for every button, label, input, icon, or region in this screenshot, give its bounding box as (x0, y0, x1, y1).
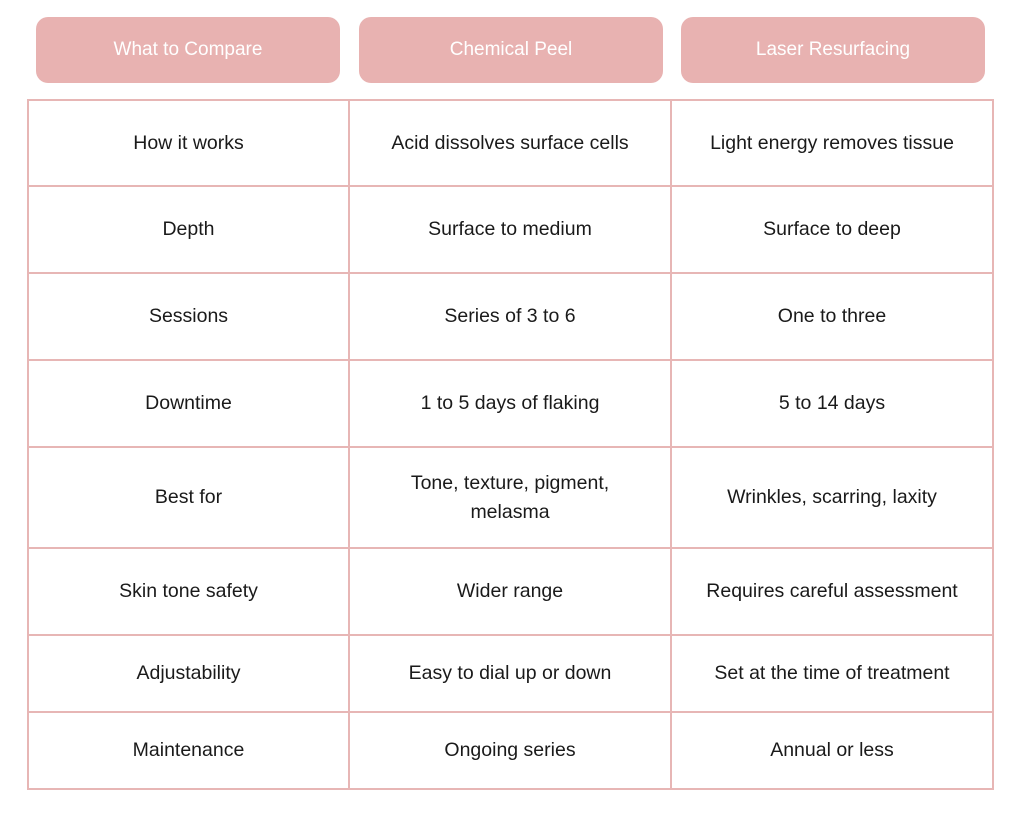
table-cell-chemical-peel: Acid dissolves surface cells (350, 101, 672, 187)
table-cell-chemical-peel: Tone, texture, pigment, melasma (350, 448, 672, 549)
table-cell-laser-resurfacing: Wrinkles, scarring, laxity (672, 448, 992, 549)
table-cell-laser-resurfacing: Annual or less (770, 739, 894, 761)
table-cell-chemical-peel: Wider range (350, 549, 672, 636)
table-cell-laser-resurfacing: Requires careful assessment (672, 549, 992, 636)
table-cell-label: Maintenance (29, 713, 350, 788)
table-cell-label: Skin tone safety (29, 549, 350, 636)
table-cell-label: Best for (29, 448, 350, 549)
table-cell-laser-resurfacing: Surface to deep (672, 187, 992, 274)
table-cell-laser-resurfacing: One to three (672, 274, 992, 361)
table-cell-chemical-peel: Series of 3 to 6 (350, 274, 672, 361)
table-cell-chemical-peel: Ongoing series (350, 713, 672, 788)
column-header-what-to-compare: What to Compare (36, 17, 340, 83)
table-cell-chemical-peel: Easy to dial up or down (350, 636, 672, 713)
comparison-table (27, 99, 994, 790)
table-cell-label: Adjustability (29, 636, 350, 713)
column-header-laser-resurfacing: Laser Resurfacing (681, 17, 985, 83)
table-cell-chemical-peel: Surface to medium (350, 187, 672, 274)
table-cell-laser-resurfacing: Light energy removes tissue (672, 101, 992, 187)
table-cell-label: Sessions (29, 274, 350, 361)
table-cell-label: How it works (29, 101, 350, 187)
column-header-chemical-peel: Chemical Peel (359, 17, 663, 83)
table-cell-label: Depth (29, 187, 350, 274)
table-cell-chemical-peel: 1 to 5 days of flaking (350, 361, 672, 448)
table-cell-laser-resurfacing: 5 to 14 days (672, 361, 992, 448)
table-cell-label: Downtime (29, 361, 350, 448)
table-cell-laser-resurfacing: Set at the time of treatment (672, 636, 992, 713)
